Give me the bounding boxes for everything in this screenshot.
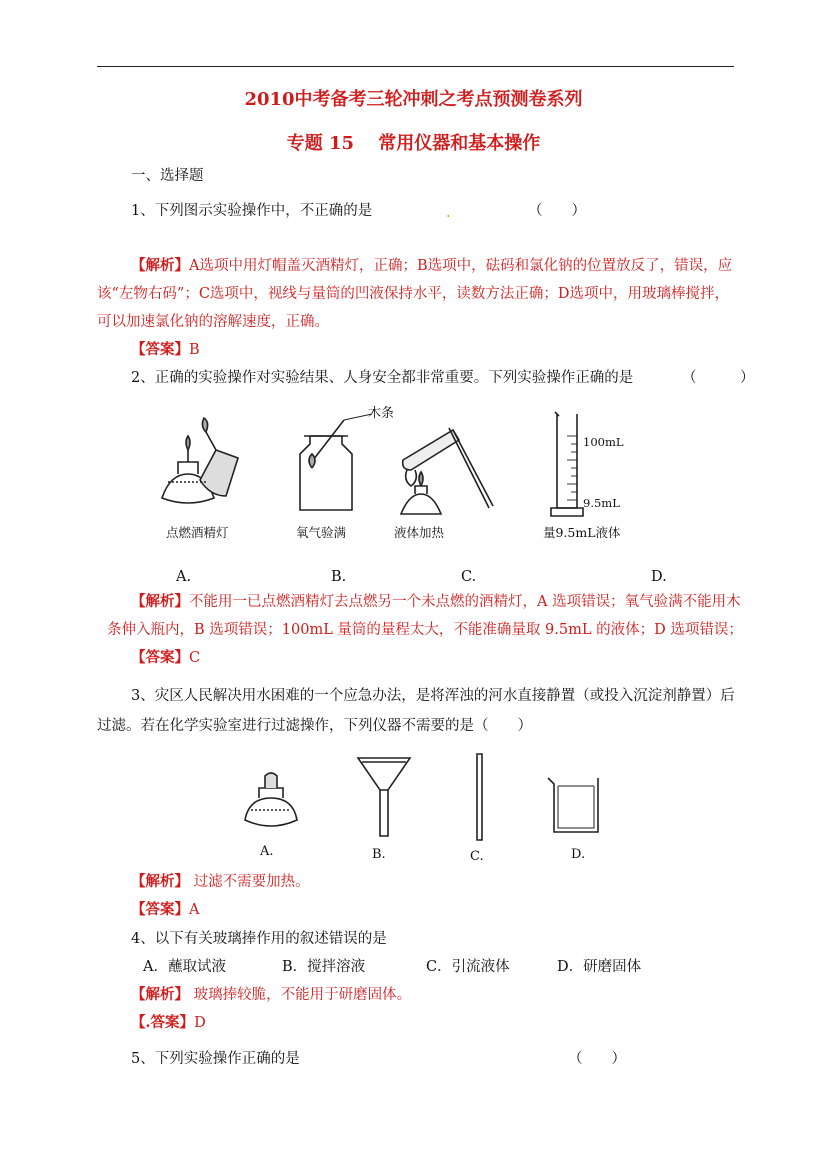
- q5-blank: （ ）: [568, 1051, 626, 1067]
- q4-option-b: B．搅拌溶液: [282, 959, 366, 975]
- q4-option-d: D．研磨固体: [557, 959, 642, 975]
- q2-cylinder-top-label: 100mL: [583, 435, 624, 449]
- q2-analysis-line1: 【解析】不能用一已点燃酒精灯去点燃另一个未点燃的酒精灯，A 选项错误；氧气验满不能用木: [131, 593, 741, 610]
- page-title: 2010中考备考三轮冲刺之考点预测卷系列: [244, 89, 583, 110]
- q2-figure-a-alcohol-lamps: [160, 410, 250, 520]
- q2-figure-c-tube-heating: [393, 410, 503, 520]
- q1-analysis-line2: 该“左物右码”；C选项中，视线与量筒的凹液保持水平，读数方法正确；D选项中，用玻璃棒搅拌，: [97, 286, 730, 302]
- q3-option-a: A.: [260, 844, 274, 859]
- q2-figure-b-label: 氧气验满: [296, 525, 347, 540]
- q3-figure-d-beaker: [546, 776, 606, 838]
- q2-figure-c-label: 液体加热: [394, 525, 445, 540]
- q2-figure-a-label: 点燃酒精灯: [166, 525, 229, 540]
- q3-figure-c-glass-rod: [474, 752, 486, 842]
- q4-option-a: A．蘸取试液: [143, 959, 226, 975]
- q2-wood-label: 木条: [368, 406, 395, 421]
- q1-dot-mark: .: [446, 205, 451, 221]
- q4-answer: 【.答案】D: [131, 1014, 206, 1031]
- q2-figure-d-label: 量9.5mL液体: [543, 525, 621, 540]
- q4-stem: 4、以下有关玻璃捧作用的叙述错误的是: [131, 931, 387, 947]
- q1-analysis-line3: 可以加速氯化钠的溶解速度，正确。: [97, 314, 329, 330]
- q2-answer: 【答案】C: [131, 649, 201, 666]
- q1-answer: 【答案】B: [131, 341, 200, 358]
- q5-stem: 5、下列实验操作正确的是: [131, 1051, 300, 1067]
- q1-analysis-line1: 【解析】A选项中用灯帽盖灭酒精灯，正确；B选项中，砝码和氯化钠的位置放反了，错误，应: [131, 257, 733, 274]
- q2-option-a: A.: [176, 569, 192, 585]
- q4-option-c: C．引流液体: [426, 959, 510, 975]
- header-rule: [97, 66, 734, 67]
- q3-analysis: 【解析】 过滤不需要加热。: [131, 873, 310, 890]
- q3-option-b: B.: [372, 847, 386, 862]
- q2-option-b: B.: [331, 569, 347, 585]
- section-label: 一、选择题: [131, 168, 204, 184]
- q3-figure-b-funnel: [356, 754, 412, 840]
- q2-option-c: C.: [461, 569, 477, 585]
- q3-option-d: D.: [571, 847, 586, 862]
- q2-analysis-line2: 条伸入瓶内，B 选项错误；100mL 量筒的量程太大，不能准确量取 9.5mL 的液体；D 选项错误；: [107, 622, 743, 638]
- q4-analysis: 【解析】 玻璃捧较脆，不能用于研磨固体。: [131, 986, 412, 1003]
- q3-figure-a-alcohol-lamp: [243, 770, 299, 832]
- q3-option-c: C.: [470, 849, 484, 864]
- page-subtitle: 专题 15 常用仪器和基本操作: [286, 133, 541, 154]
- q2-stem: 2、正确的实验操作对实验结果、人身安全都非常重要。下列实验操作正确的是: [131, 370, 634, 386]
- q2-figure-b-gas-bottle: [292, 412, 382, 517]
- q3-stem-line1: 3、灾区人民解决用水困难的一个应急办法，是将浑浊的河水直接静置（或投入沉淀剂静置）后: [131, 688, 735, 704]
- q3-stem-line2: 过滤。若在化学实验室进行过滤操作，下列仪器不需要的是（ ）: [97, 718, 532, 734]
- q2-cylinder-bottom-label: 9.5mL: [583, 496, 620, 510]
- q2-blank: （ ）: [682, 370, 755, 386]
- q1-stem: 1、下列图示实验操作中，不正确的是: [131, 203, 373, 219]
- q3-answer: 【答案】A: [131, 901, 200, 918]
- q1-blank: （ ）: [528, 203, 586, 219]
- q2-option-d: D.: [651, 569, 667, 585]
